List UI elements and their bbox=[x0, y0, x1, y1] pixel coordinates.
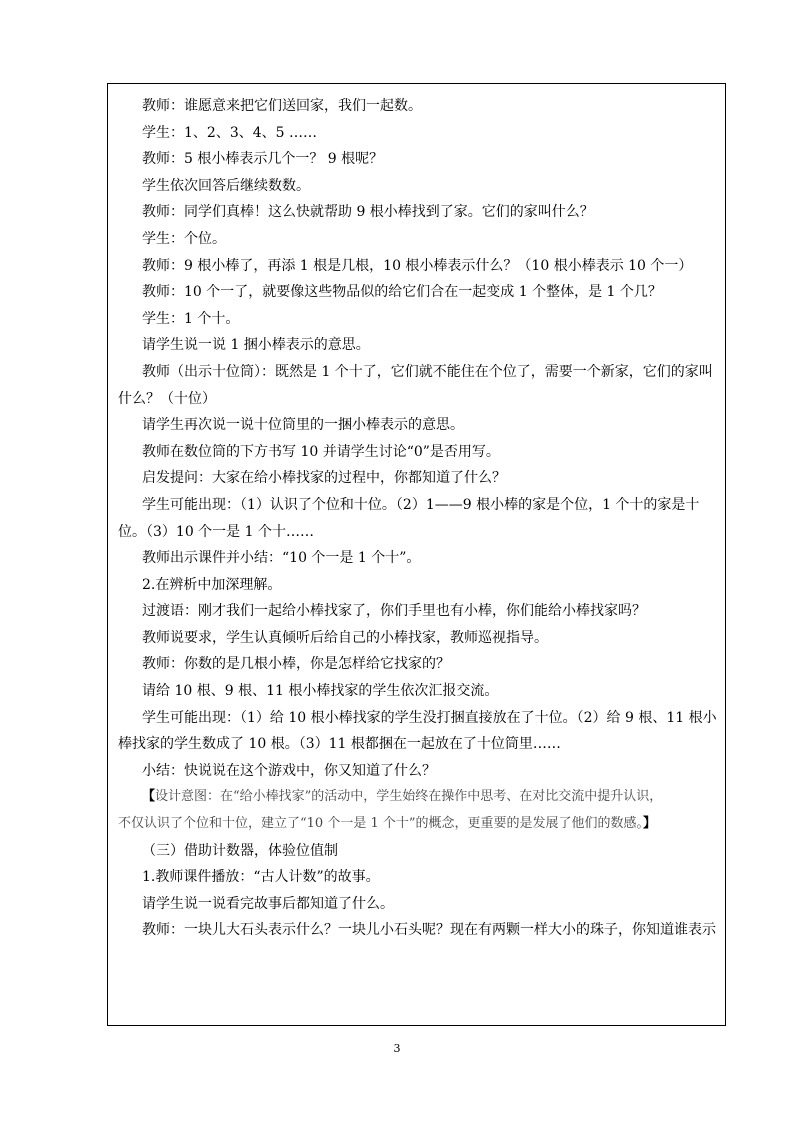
text-line: 教师（出示十位筒）：既然是 1 个十了，它们就不能住在个位了，需要一个新家，它们的家叫 bbox=[142, 363, 713, 380]
page-number: 3 bbox=[393, 1042, 401, 1055]
text-line: 教师出示课件并小结：“10 个一是 1 个十”。 bbox=[142, 550, 421, 567]
text-line: 学生：1 个十。 bbox=[142, 310, 240, 327]
text-line: 棒找家的学生数成了 10 根。（3）11 根都捆在一起放在了十位筒里…… bbox=[118, 736, 561, 753]
text-line: 学生可能出现：（1）给 10 根小棒找家的学生没打捆直接放在了十位。（2）给 9 根、11 根小 bbox=[142, 709, 717, 726]
text-line: 教师：同学们真棒！这么快就帮助 9 根小棒找到了家。它们的家叫什么？ bbox=[142, 204, 594, 221]
text-line: 学生：1、2、3、4、5 …… bbox=[142, 124, 317, 141]
design-note-open-bracket: 【 bbox=[142, 789, 156, 805]
text-line: 小结：快说说在这个游戏中，你又知道了什么？ bbox=[142, 762, 436, 779]
text-line: 请给 10 根、9 根、11 根小棒找家的学生依次汇报交流。 bbox=[142, 683, 499, 700]
text-line: 教师：一块儿大石头表示什么？一块儿小石头呢？现在有两颗一样大小的珠子，你知道谁表示 bbox=[142, 922, 716, 939]
text-line: 教师：10 个一了，就要像这些物品似的给它们合在一起变成 1 个整体，是 1 个几？ bbox=[142, 284, 662, 301]
text-line: 什么？（十位） bbox=[118, 390, 216, 407]
design-note-close-bracket: 】 bbox=[643, 816, 657, 832]
lesson-text bbox=[118, 93, 718, 944]
text-line: 教师说要求，学生认真倾听后给自己的小棒找家，教师巡视指导。 bbox=[142, 629, 548, 646]
text-line: 教师：谁愿意来把它们送回家，我们一起数。 bbox=[142, 98, 422, 114]
design-note-text-1: 设计意图：在“给小棒找家”的活动中，学生始终在操作中思考、在对比交流中提升认识， bbox=[155, 789, 663, 805]
text-line: 学生：个位。 bbox=[142, 230, 226, 247]
text-line: 学生可能出现：（1）认识了个位和十位。（2）1——9 根小棒的家是个位，1 个十的家是十 bbox=[142, 496, 700, 513]
design-note-text-2: 不仅认识了个位和十位，建立了“10 个一是 1 个十”的概念，更重要的是发展了他们的数感。 bbox=[118, 816, 644, 832]
text-line: 过渡语：刚才我们一起给小棒找家了，你们手里也有小棒，你们能给小棒找家吗？ bbox=[142, 603, 646, 620]
text-line: 1.教师课件播放：“古人计数”的故事。 bbox=[142, 869, 380, 886]
text-line: 请学生说一说看完故事后都知道了什么。 bbox=[142, 895, 394, 912]
text-line: 请学生再次说一说十位筒里的一捆小棒表示的意思。 bbox=[142, 417, 464, 434]
text-line: 教师在数位筒的下方书写 10 并请学生讨论“0”是否用写。 bbox=[142, 443, 500, 460]
text-line: 教师：9 根小棒了，再添 1 根是几根，10 根小棒表示什么？（10 根小棒表示 10 个一） bbox=[142, 257, 693, 274]
text-line: 学生依次回答后继续数数。 bbox=[142, 177, 310, 194]
text-line: 2.在辨析中加深理解。 bbox=[142, 576, 282, 593]
design-note-line-2 bbox=[118, 811, 718, 838]
text-line: 启发提问：大家在给小棒找家的过程中，你都知道了什么？ bbox=[142, 470, 506, 487]
text-line: 位。（3）10 个一是 1 个十…… bbox=[118, 523, 314, 540]
text-line: 教师：5 根小棒表示几个一？ 9 根呢？ bbox=[142, 151, 384, 168]
text-line: 教师：你数的是几根小棒，你是怎样给它找家的？ bbox=[142, 656, 450, 673]
section-heading: （三）借助计数器，体验位值制 bbox=[142, 842, 338, 859]
design-note-line-1 bbox=[118, 784, 718, 811]
text-line: 请学生说一说 1 捆小棒表示的意思。 bbox=[142, 337, 370, 354]
